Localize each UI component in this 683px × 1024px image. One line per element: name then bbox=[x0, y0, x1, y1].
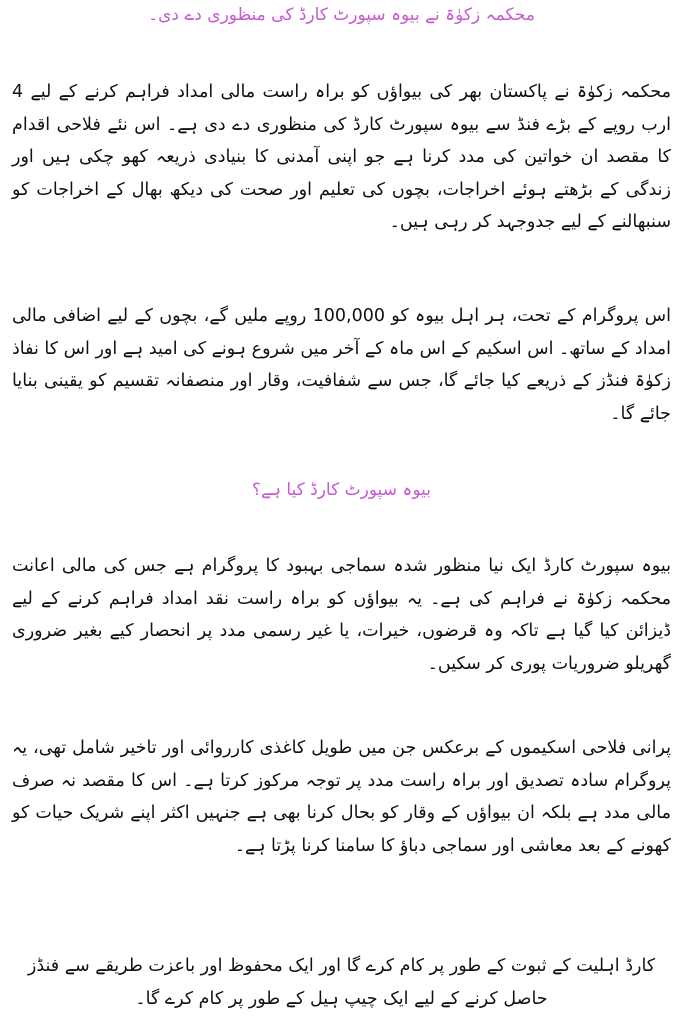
section-heading: بیوہ سپورٹ کارڈ کیا ہے؟ bbox=[252, 480, 431, 500]
section-paragraph-3: کارڈ اہلیت کے ثبوت کے طور پر کام کرے گا اور ایک محفوظ اور باعزت طریقے سے فنڈز حاصل کرنے کے لیے ایک چیپ ہیل کے طور پر کام کرے گا۔ bbox=[27, 956, 656, 1009]
section-paragraph-1: بیوہ سپورٹ کارڈ ایک نیا منظور شدہ سماجی بہبود کا پروگرام ہے جس کی مالی اعانت محکمہ زکوٰۃ نے فراہم کی ہے۔ یہ بیواؤں کو براہ راست نقد امداد فراہم کرنے کے لیے ڈیزائن کیا گیا ہے تاکہ وہ قرضوں، خیرات، یا غیر رسمی مدد پر انحصار کیے بغیر ضروری گھریلو ضروریات پوری کر سکیں۔ bbox=[12, 556, 671, 674]
article-headline: محکمہ زکوٰۃ نے بیوہ سپورٹ کارڈ کی منظوری دے دی۔ bbox=[148, 5, 535, 25]
section-paragraph-2: پرانی فلاحی اسکیموں کے برعکس جن میں طویل کاغذی کارروائی اور تاخیر شامل تھی، یہ پروگرام سادہ تصدیق اور براہ راست مدد پر توجہ مرکوز کرتا ہے۔ اس کا مقصد نہ صرف مالی مدد ہے بلکہ ان بیواؤں کے وقار کو بحال کرنا بھی ہے جنہیں اکثر اپنے شریک حیات کو کھونے کے بعد معاشی اور سماجی دباؤ کا سامنا کرنا پڑتا ہے۔ bbox=[12, 738, 671, 856]
intro-paragraph-2: اس پروگرام کے تحت، ہر اہل بیوہ کو 100,000 روپے ملیں گے، بچوں کے لیے اضافی مالی امداد کے ساتھ۔ اس اسکیم کے اس ماہ کے آخر میں شروع ہونے کی امید ہے اور اس کا نفاذ زکوٰۃ فنڈز کے ذریعے کیا جائے گا، جس سے شفافیت، وقار اور منصفانہ تقسیم کو یقینی بنایا جائے گا۔ bbox=[12, 306, 671, 424]
intro-paragraph-1: محکمہ زکوٰۃ نے پاکستان بھر کی بیواؤں کو براہ راست مالی امداد فراہم کرنے کے لیے 4 ارب روپے کے بڑے فنڈ سے بیوہ سپورٹ کارڈ کی منظوری دے دی ہے۔ اس نئے فلاحی اقدام کا مقصد ان خواتین کی مدد کرنا ہے جو اپنی آمدنی کا بنیادی ذریعہ کھو چکی ہیں اور زندگی کے بڑھتے ہوئے اخراجات، بچوں کی تعلیم اور صحت کی دیکھ بھال کے اخراجات کو سنبھالنے کے لیے جدوجہد کر رہی ہیں۔ bbox=[12, 82, 671, 232]
